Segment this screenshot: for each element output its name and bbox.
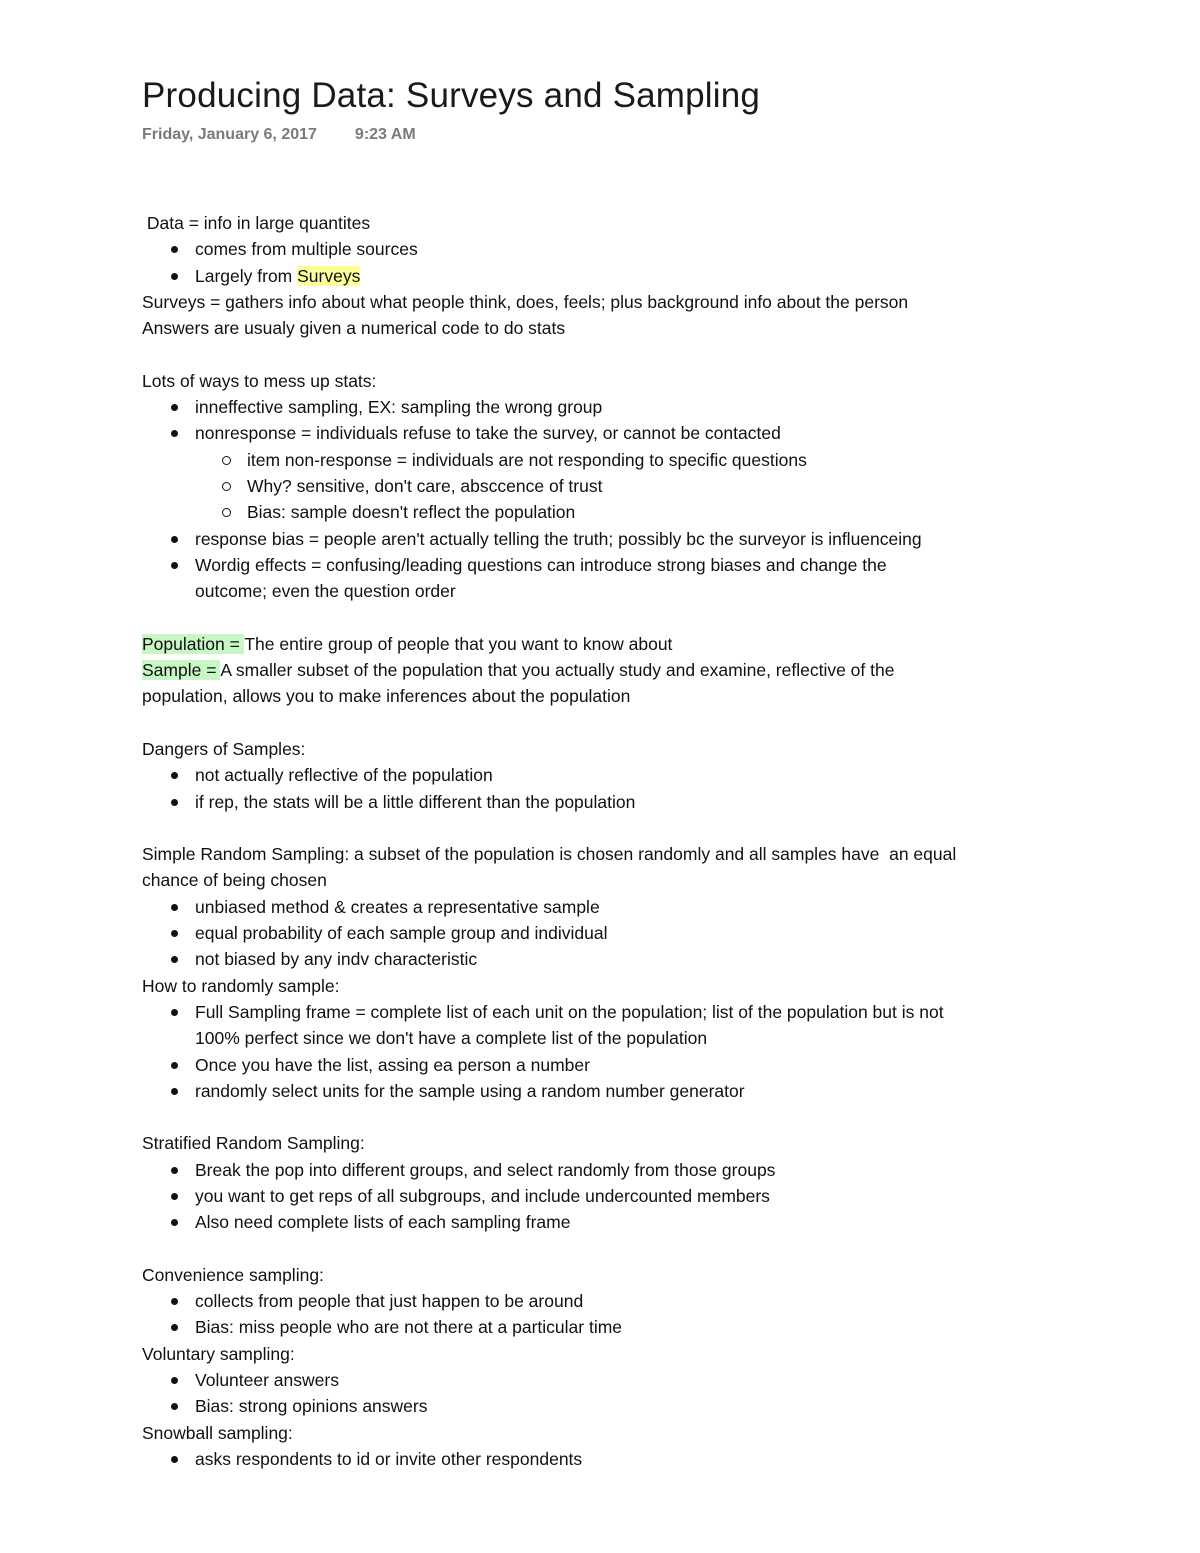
- list-item: collects from people that just happen to be around: [142, 1288, 1082, 1314]
- list-item: randomly select units for the sample using a random number generator: [142, 1078, 1082, 1104]
- bullet-text: outcome; even the question order: [195, 581, 456, 602]
- list-item: response bias = people aren't actually telling the truth; possibly bc the surveyor is influenceing: [142, 526, 1082, 552]
- blank-line: [142, 604, 1082, 630]
- blank-line: [142, 815, 1082, 841]
- section-heading: Dangers of Samples:: [142, 738, 306, 759]
- section-heading: Simple Random Sampling: a subset of the population is chosen randomly and all samples have an equal: [142, 844, 957, 865]
- section-heading: Voluntary sampling:: [142, 1343, 295, 1364]
- bullet-text: Full Sampling frame = complete list of each unit on the population; list of the population but is not: [195, 1001, 944, 1022]
- data-bullets: [142, 236, 1082, 289]
- section-heading: Snowball sampling:: [142, 1422, 293, 1443]
- voluntary-bullets: [142, 1367, 1082, 1420]
- list-item: unbiased method & creates a representative sample: [142, 894, 1082, 920]
- dangers-bullets: [142, 762, 1082, 815]
- blank-line: [142, 710, 1082, 736]
- section-heading: Lots of ways to mess up stats:: [142, 370, 377, 391]
- note-body[interactable]: [142, 210, 1082, 1472]
- sample-definition: [142, 657, 1082, 683]
- list-item: equal probability of each sample group and individual: [142, 920, 1082, 946]
- list-item: nonresponse = individuals refuse to take the survey, or cannot be contacted: [142, 420, 1082, 446]
- sample-definition-continued: population, allows you to make inferences about the population: [142, 686, 631, 707]
- highlight-surveys: Surveys: [297, 265, 361, 286]
- bullet-text: 100% perfect since we don't have a complete list of the population: [195, 1028, 708, 1049]
- bullet-text: Wordig effects = confusing/leading questions can introduce strong biases and change the: [195, 554, 887, 575]
- sub-list-item: Why? sensitive, don't care, absccence of trust: [142, 473, 1082, 499]
- note-date: Friday, January 6, 2017: [142, 126, 317, 143]
- list-item: [142, 552, 1082, 605]
- snowball-bullets: [142, 1446, 1082, 1472]
- list-item: Break the pop into different groups, and select randomly from those groups: [142, 1157, 1082, 1183]
- list-item: inneffective sampling, EX: sampling the wrong group: [142, 394, 1082, 420]
- list-item: not actually reflective of the population: [142, 762, 1082, 788]
- section-heading: Stratified Random Sampling:: [142, 1133, 365, 1154]
- sub-list-item: Bias: sample doesn't reflect the population: [142, 499, 1082, 525]
- note-time: 9:23 AM: [354, 126, 416, 143]
- population-definition: [142, 631, 1082, 657]
- list-item: Once you have the list, assing ea person a number: [142, 1052, 1082, 1078]
- section-heading-continued: chance of being chosen: [142, 870, 327, 891]
- list-item: Bias: miss people who are not there at a particular time: [142, 1314, 1082, 1340]
- bullet-text: Largely from: [195, 265, 298, 286]
- list-item: if rep, the stats will be a little different than the population: [142, 789, 1082, 815]
- highlight-sample: Sample =: [142, 660, 221, 681]
- sub-list-item: item non-response = individuals are not responding to specific questions: [142, 447, 1082, 473]
- nonresponse-subbullets: [142, 447, 1082, 526]
- note-timestamp: [142, 126, 1082, 150]
- blank-line: [142, 1104, 1082, 1130]
- definition-text: The entire group of people that you want to know about: [244, 633, 673, 654]
- mess-bullets-continued: [142, 526, 1082, 605]
- page-title: Producing Data: Surveys and Sampling: [142, 76, 761, 115]
- answers-line: Answers are usualy given a numerical code to do stats: [142, 318, 566, 339]
- blank-line: [142, 341, 1082, 367]
- section-heading: Convenience sampling:: [142, 1264, 324, 1285]
- srs-bullets: [142, 894, 1082, 973]
- convenience-bullets: [142, 1288, 1082, 1341]
- mess-bullets: [142, 394, 1082, 447]
- list-item: not biased by any indv characteristic: [142, 946, 1082, 972]
- how-bullets: [142, 999, 1082, 1104]
- list-item: asks respondents to id or invite other respondents: [142, 1446, 1082, 1472]
- list-item: Also need complete lists of each sampling frame: [142, 1209, 1082, 1235]
- list-item: Bias: strong opinions answers: [142, 1393, 1082, 1419]
- list-item: [142, 999, 1082, 1052]
- blank-line: [142, 1236, 1082, 1262]
- list-item: Volunteer answers: [142, 1367, 1082, 1393]
- definition-text: A smaller subset of the population that you actually study and examine, reflective of the: [220, 660, 895, 681]
- highlight-population: Population =: [142, 633, 245, 654]
- list-item: you want to get reps of all subgroups, and include undercounted members: [142, 1183, 1082, 1209]
- stratified-bullets: [142, 1157, 1082, 1236]
- list-item: comes from multiple sources: [142, 236, 1082, 262]
- data-intro: Data = info in large quantites: [142, 213, 371, 233]
- surveys-definition: Surveys = gathers info about what people think, does, feels; plus background info about the person: [142, 291, 909, 312]
- note-page: [142, 74, 1082, 1472]
- section-heading: How to randomly sample:: [142, 975, 340, 996]
- list-item: [142, 263, 1082, 289]
